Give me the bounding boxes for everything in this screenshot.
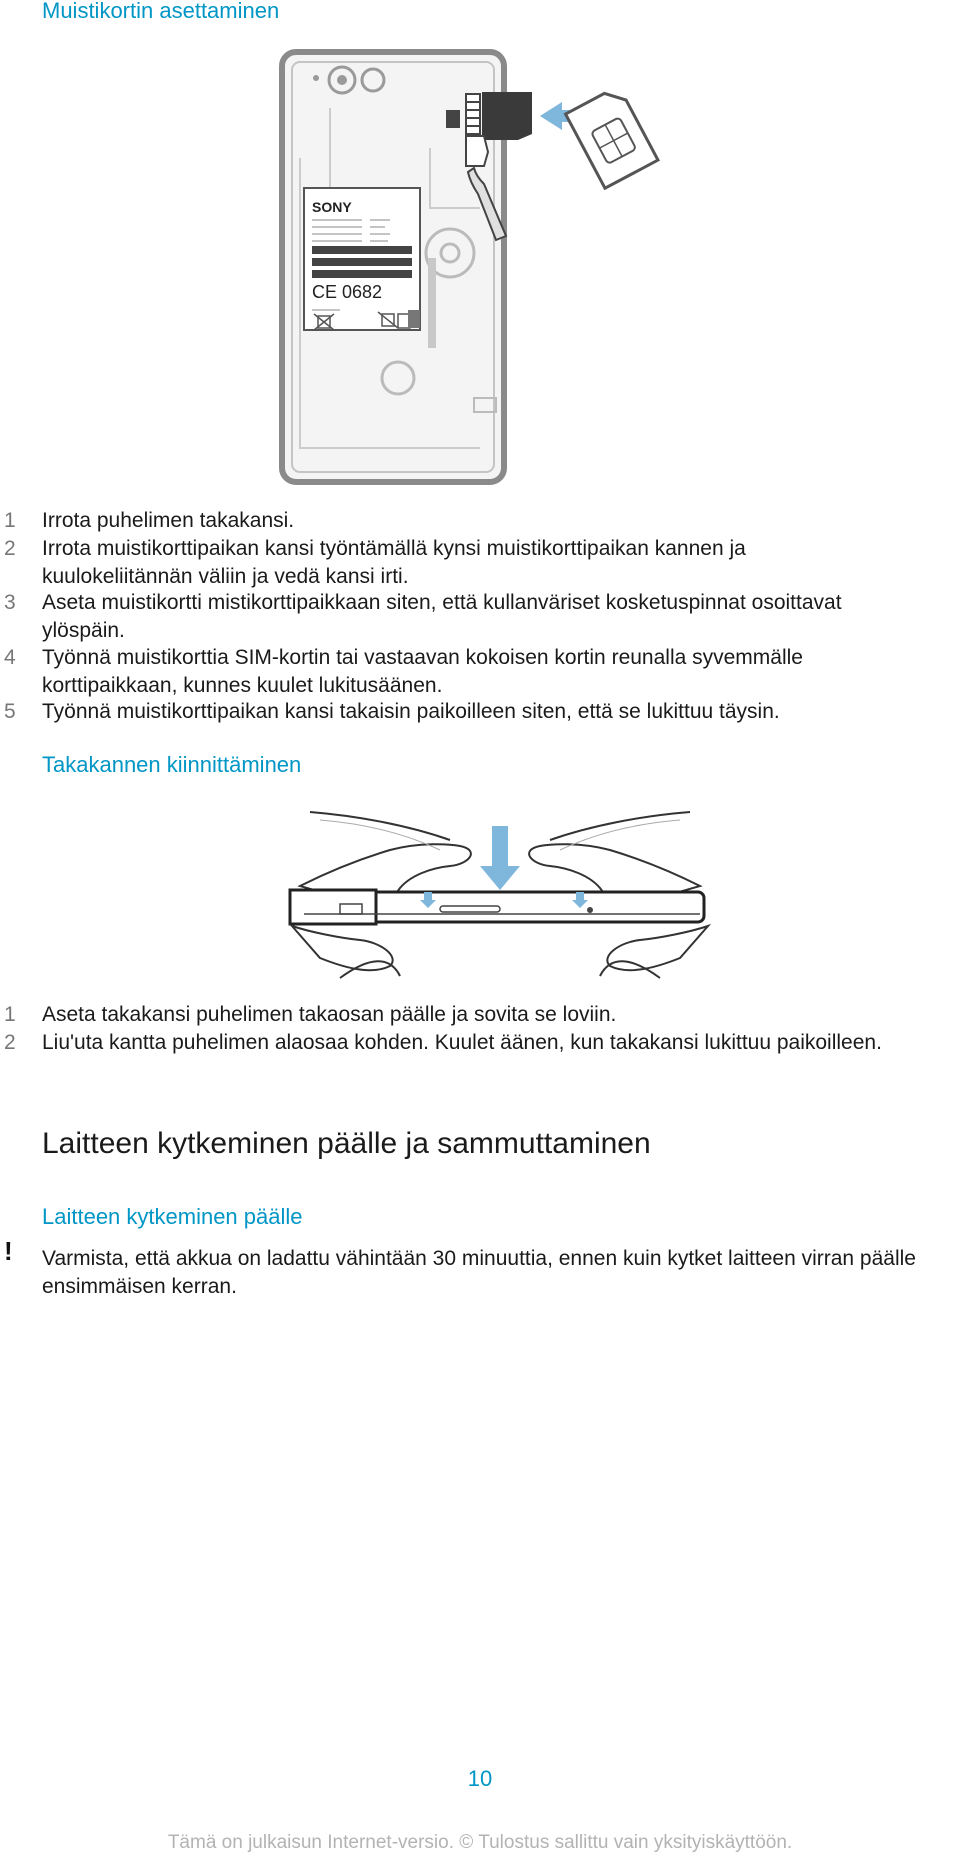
step-number: 5 <box>4 700 16 723</box>
step-text: Aseta takakansi puhelimen takaosan päälle ja sovita se loviin. <box>42 1003 617 1026</box>
back-cover-attach-figure <box>280 806 720 982</box>
step-number: 1 <box>4 509 16 532</box>
ce-mark-text: CE 0682 <box>312 282 383 302</box>
hands-phone-illustration <box>280 806 720 982</box>
memory-card-insertion-figure <box>270 48 750 488</box>
slot-lock-icon <box>446 110 460 128</box>
phone-back-illustration <box>270 48 750 488</box>
section-title-power: Laitteen kytkeminen päälle ja sammuttaminen <box>42 1127 651 1160</box>
step-number: 4 <box>4 646 16 669</box>
warning-icon: ! <box>4 1236 13 1266</box>
sony-label-text: SONY <box>312 199 352 215</box>
step-text: Aseta muistikortti mistikorttipaikkaan siten, että kullanväriset kosketuspinnat osoittavat ylöspäin. <box>42 591 842 642</box>
step-number: 1 <box>4 1003 16 1026</box>
step-text: Irrota muistikorttipaikan kansi työntämällä kynsi muistikorttipaikan kannen ja kuulokeliitännän väliin ja vedä kansi irti. <box>42 537 746 588</box>
sim-card-icon <box>566 86 658 188</box>
press-down-arrow-icon <box>480 826 520 890</box>
step-text: Työnnä muistikorttia SIM-kortin tai vastaavan kokoisen kortin reunalla syvemmälle korttipaikkaan, kunnes kuulet lukitusäänen. <box>42 646 803 697</box>
subheading-power-on: Laitteen kytkeminen päälle <box>42 1204 303 1229</box>
page-number: 10 <box>467 1766 493 1791</box>
step-text: Liu'uta kantta puhelimen alaosaa kohden. Kuulet äänen, kun takakansi lukittuu paikoilleen. <box>42 1031 882 1054</box>
section-heading-back-cover: Takakannen kiinnittäminen <box>42 752 302 777</box>
footer-notice: Tämä on julkaisun Internet-versio. © Tulostus sallittu vain yksityiskäyttöön. <box>167 1832 793 1853</box>
step-text: Työnnä muistikorttipaikan kansi takaisin paikoilleen siten, että se lukittuu täysin. <box>42 700 780 723</box>
step-number: 2 <box>4 1031 16 1054</box>
step-number: 3 <box>4 591 16 614</box>
note-text: Varmista, että akkua on ladattu vähintään 30 minuuttia, ennen kuin kytket laitteen virran päälle ensimmäisen kerran. <box>42 1247 916 1298</box>
step-number: 2 <box>4 537 16 560</box>
step-text: Irrota puhelimen takakansi. <box>42 509 295 532</box>
memory-card-icon <box>482 92 532 140</box>
section-heading-memory-card: Muistikortin asettaminen <box>42 0 280 23</box>
